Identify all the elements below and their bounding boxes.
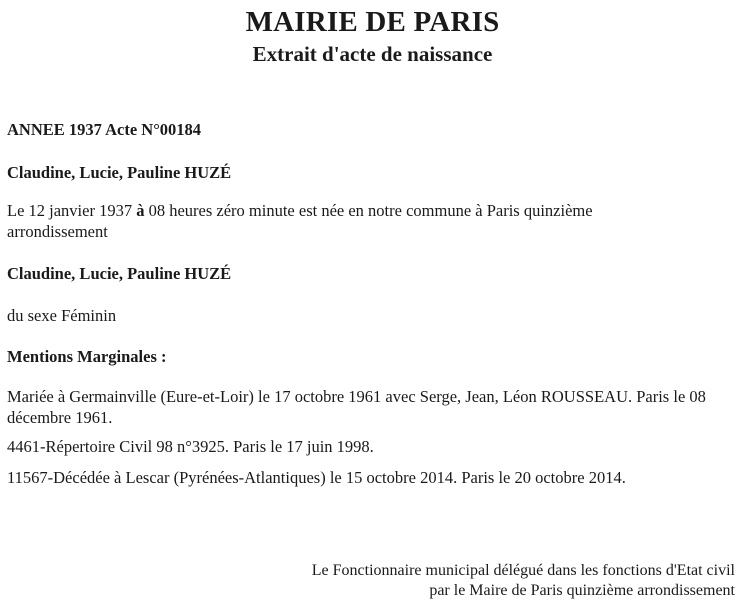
year-act-number: ANNEE 1937 Acte N°00184: [7, 120, 202, 139]
mention-item-civil-register: 4461-Répertoire Civil 98 n°3925. Paris le 17 juin 1998.: [7, 437, 374, 456]
signature-line-1: Le Fonctionnaire municipal délégué dans les fonctions d'Etat civil: [311, 562, 735, 579]
mentions-heading: Mentions Marginales :: [7, 347, 167, 366]
mention-item-death: 11567-Décédée à Lescar (Pyrénées-Atlantiques) le 15 octobre 2014. Paris le 20 octobre 2014.: [7, 468, 626, 487]
person-name-secondary: Claudine, Lucie, Pauline HUZÉ: [7, 264, 232, 283]
birth-statement-bold: à: [136, 201, 145, 220]
birth-statement-post: 08 heures zéro minute est née en notre commune à Paris quinzième: [144, 201, 593, 220]
signature-line-2: par le Maire de Paris quinzième arrondissement: [429, 582, 735, 599]
birth-statement-line-1: [7, 200, 593, 221]
person-name-primary: Claudine, Lucie, Pauline HUZÉ: [7, 163, 232, 182]
mention-item-marriage: Mariée à Germainville (Eure-et-Loir) le 17 octobre 1961 avec Serge, Jean, Léon ROUSSEAU. Paris le 08 décembre 1961.: [7, 387, 706, 427]
page-title: MAIRIE DE PARIS: [245, 6, 500, 38]
birth-statement-pre: Le 12 janvier 1937: [7, 201, 137, 220]
page-subtitle: Extrait d'acte de naissance: [252, 42, 493, 66]
sex-statement: du sexe Féminin: [7, 306, 117, 325]
birth-statement-line-2: arrondissement: [7, 222, 108, 241]
